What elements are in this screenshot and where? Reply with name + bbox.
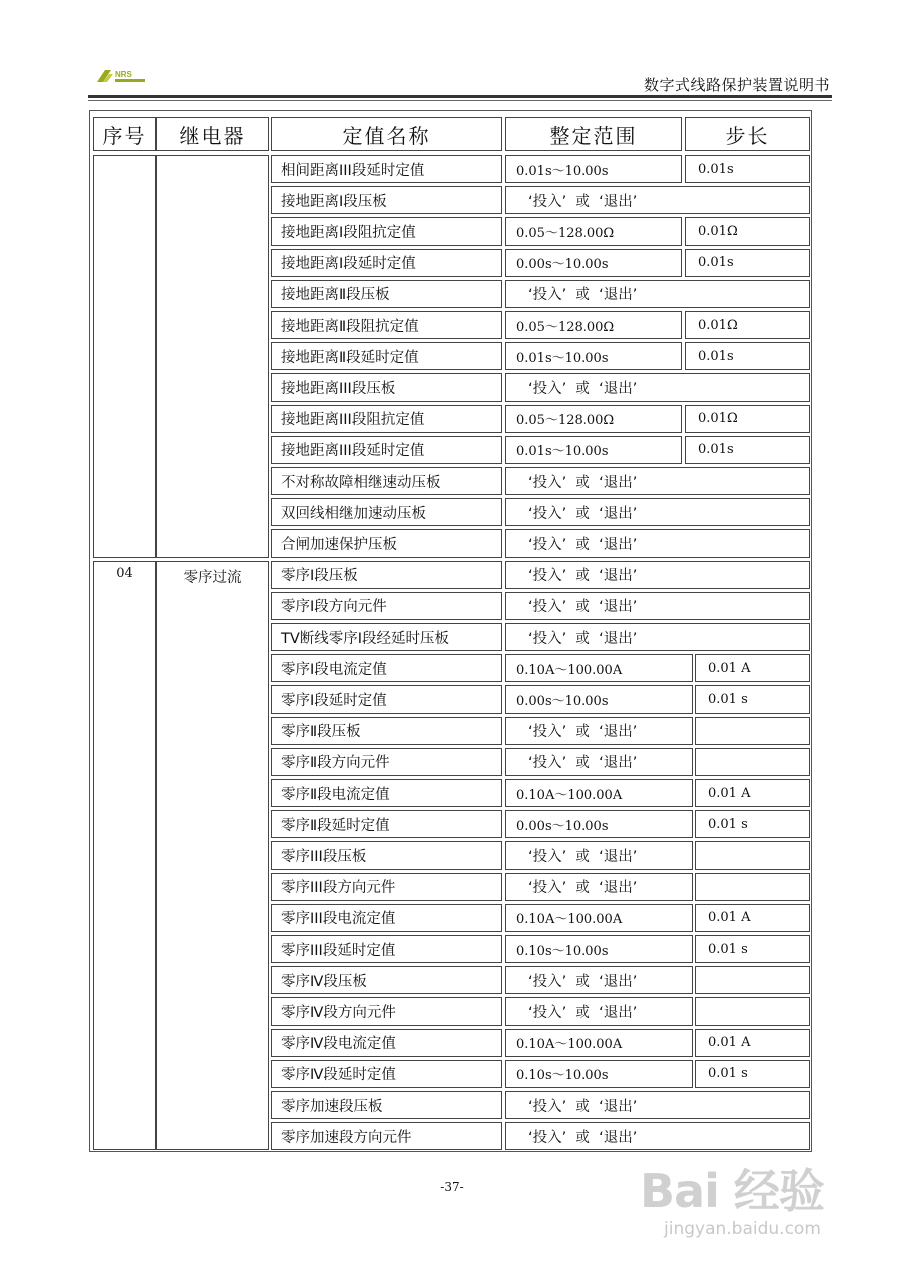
setting-step: 0.01 s	[695, 810, 810, 838]
setting-name: 接地距离Ⅰ段阻抗定值	[271, 217, 502, 245]
header-seq: 序号	[93, 117, 156, 151]
setting-range: 0.05～128.00Ω	[505, 217, 682, 245]
header-rule-thin	[88, 100, 832, 101]
setting-name: 接地距离Ⅱ段延时定值	[271, 342, 502, 370]
watermark	[640, 1155, 850, 1255]
header-step: 步长	[685, 117, 810, 151]
setting-range-option: ‘投入’ 或 ‘退出’	[505, 717, 693, 745]
setting-range: 0.10s～10.00s	[505, 1060, 693, 1088]
setting-range-option: ‘投入’ 或 ‘退出’	[505, 186, 810, 214]
setting-range-option: ‘投入’ 或 ‘退出’	[505, 997, 693, 1025]
setting-range: 0.10A～100.00A	[505, 654, 693, 682]
setting-step: 0.01 s	[695, 685, 810, 713]
group-seq: 04	[93, 561, 156, 1151]
setting-step: 0.01Ω	[685, 405, 810, 433]
setting-range-option: ‘投入’ 或 ‘退出’	[505, 1091, 810, 1119]
setting-step	[695, 748, 810, 776]
setting-step: 0.01Ω	[685, 217, 810, 245]
setting-step	[695, 717, 810, 745]
document-title: 数字式线路保护装置说明书	[643, 76, 830, 94]
setting-name: 零序Ⅱ段压板	[271, 717, 502, 745]
setting-name: 零序Ⅱ段电流定值	[271, 779, 502, 807]
header-range: 整定范围	[505, 117, 682, 151]
setting-name: 零序Ⅳ段压板	[271, 966, 502, 994]
setting-name: TV断线零序Ⅰ段经延时压板	[271, 623, 502, 651]
setting-range: 0.10A～100.00A	[505, 1029, 693, 1057]
setting-range-option: ‘投入’ 或 ‘退出’	[505, 561, 810, 589]
setting-range: 0.10A～100.00A	[505, 904, 693, 932]
setting-name: 零序III段电流定值	[271, 904, 502, 932]
setting-range: 0.01s～10.00s	[505, 436, 682, 464]
setting-step: 0.01 s	[695, 1060, 810, 1088]
setting-name: 零序Ⅰ段延时定值	[271, 685, 502, 713]
setting-name: 接地距离III段阻抗定值	[271, 405, 502, 433]
setting-name: 不对称故障相继速动压板	[271, 467, 502, 495]
setting-range-option: ‘投入’ 或 ‘退出’	[505, 280, 810, 308]
setting-range-option: ‘投入’ 或 ‘退出’	[505, 873, 693, 901]
setting-name: 零序Ⅳ段电流定值	[271, 1029, 502, 1057]
logo-text: NRS	[115, 70, 132, 79]
setting-name: 零序Ⅰ段电流定值	[271, 654, 502, 682]
setting-name: 零序III段压板	[271, 841, 502, 869]
setting-step	[695, 966, 810, 994]
setting-range: 0.10A～100.00A	[505, 779, 693, 807]
setting-step: 0.01s	[685, 155, 810, 183]
setting-name: 零序III段延时定值	[271, 935, 502, 963]
header-relay: 继电器	[156, 117, 269, 151]
setting-step: 0.01Ω	[685, 311, 810, 339]
setting-range-option: ‘投入’ 或 ‘退出’	[505, 529, 810, 557]
setting-name: 相间距离III段延时定值	[271, 155, 502, 183]
setting-range-option: ‘投入’ 或 ‘退出’	[505, 841, 693, 869]
setting-range: 0.00s～10.00s	[505, 810, 693, 838]
setting-range-option: ‘投入’ 或 ‘退出’	[505, 467, 810, 495]
company-logo	[97, 68, 147, 84]
setting-step: 0.01s	[685, 249, 810, 277]
setting-step	[695, 873, 810, 901]
setting-name: 零序Ⅳ段方向元件	[271, 997, 502, 1025]
watermark-main: Bai 经验	[640, 1164, 824, 1218]
setting-step: 0.01s	[685, 342, 810, 370]
setting-range: 0.10s～10.00s	[505, 935, 693, 963]
setting-name: 合闸加速保护压板	[271, 529, 502, 557]
setting-range: 0.01s～10.00s	[505, 155, 682, 183]
setting-name: 零序Ⅰ段压板	[271, 561, 502, 589]
setting-range: 0.00s～10.00s	[505, 685, 693, 713]
settings-table	[89, 110, 812, 1152]
setting-name: 零序加速段压板	[271, 1091, 502, 1119]
setting-range-option: ‘投入’ 或 ‘退出’	[505, 966, 693, 994]
setting-name: 接地距离III段延时定值	[271, 436, 502, 464]
setting-name: 零序Ⅱ段方向元件	[271, 748, 502, 776]
group-relay	[156, 155, 269, 558]
setting-name: 接地距离Ⅱ段阻抗定值	[271, 311, 502, 339]
setting-range-option: ‘投入’ 或 ‘退出’	[505, 748, 693, 776]
setting-step: 0.01 A	[695, 904, 810, 932]
setting-name: 接地距离Ⅰ段压板	[271, 186, 502, 214]
setting-step: 0.01 A	[695, 1029, 810, 1057]
setting-range: 0.01s～10.00s	[505, 342, 682, 370]
setting-name: 零序Ⅰ段方向元件	[271, 592, 502, 620]
setting-range-option: ‘投入’ 或 ‘退出’	[505, 498, 810, 526]
setting-range-option: ‘投入’ 或 ‘退出’	[505, 1122, 810, 1150]
setting-range-option: ‘投入’ 或 ‘退出’	[505, 373, 810, 401]
setting-name: 零序III段方向元件	[271, 873, 502, 901]
setting-range-option: ‘投入’ 或 ‘退出’	[505, 623, 810, 651]
setting-range: 0.05～128.00Ω	[505, 405, 682, 433]
setting-name: 零序Ⅱ段延时定值	[271, 810, 502, 838]
setting-name: 双回线相继加速动压板	[271, 498, 502, 526]
setting-name: 接地距离Ⅱ段压板	[271, 280, 502, 308]
group-relay: 零序过流	[156, 561, 269, 1151]
setting-range-option: ‘投入’ 或 ‘退出’	[505, 592, 810, 620]
setting-name: 接地距离III段压板	[271, 373, 502, 401]
setting-step: 0.01s	[685, 436, 810, 464]
setting-step	[695, 997, 810, 1025]
page-number: -37-	[440, 1180, 464, 1194]
setting-name: 零序Ⅳ段延时定值	[271, 1060, 502, 1088]
setting-name: 零序加速段方向元件	[271, 1122, 502, 1150]
setting-step: 0.01 A	[695, 779, 810, 807]
setting-step: 0.01 A	[695, 654, 810, 682]
setting-range: 0.00s～10.00s	[505, 249, 682, 277]
setting-step	[695, 841, 810, 869]
header-name: 定值名称	[271, 117, 502, 151]
setting-step: 0.01 s	[695, 935, 810, 963]
header-rule	[88, 95, 832, 98]
group-seq	[93, 155, 156, 558]
watermark-sub: jingyan.baidu.com	[664, 1219, 821, 1239]
setting-range: 0.05～128.00Ω	[505, 311, 682, 339]
setting-name: 接地距离Ⅰ段延时定值	[271, 249, 502, 277]
